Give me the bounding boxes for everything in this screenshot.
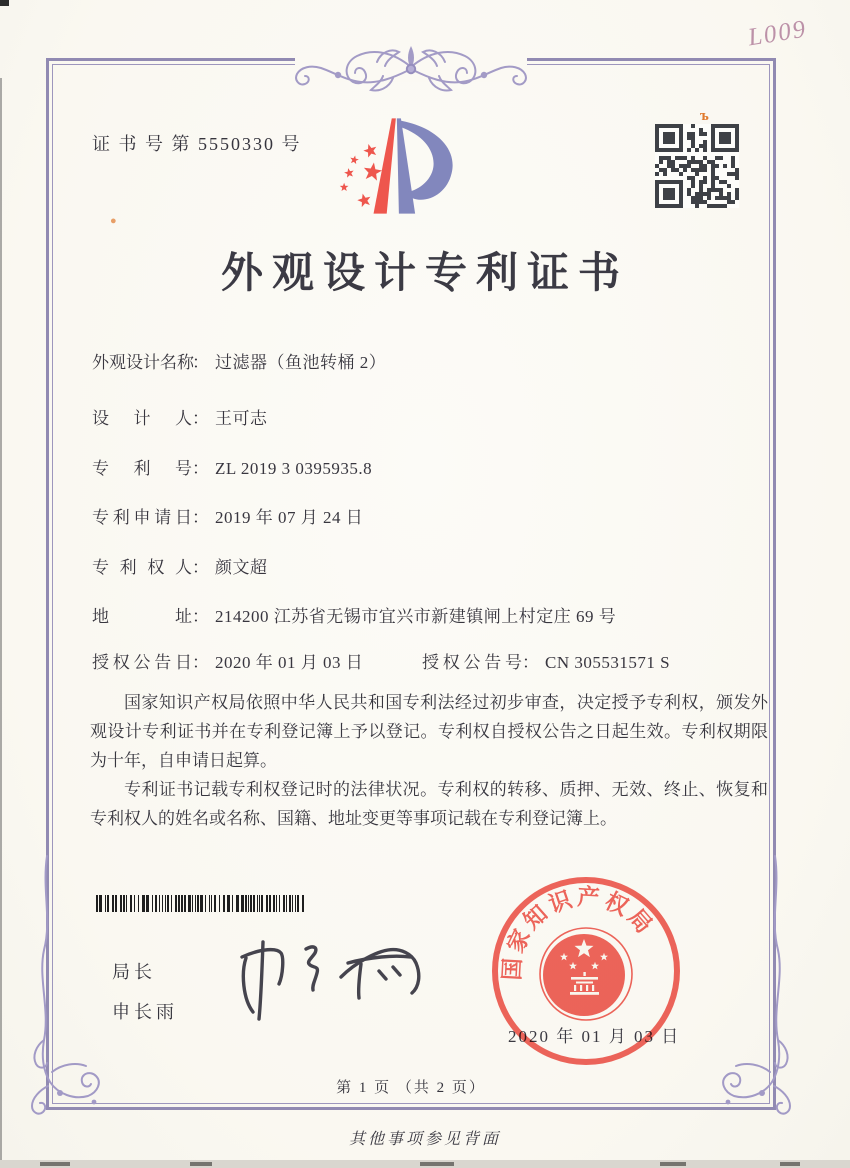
field-filing-date: 专利申请日： 2019 年 07 月 24 日 — [92, 508, 364, 527]
issuer-block — [112, 958, 178, 1038]
seal-ring-text: 国家知识产权局 — [499, 884, 660, 981]
footer-note: 其他事项参见背面 — [348, 1131, 501, 1148]
seal-date: 2020 年 01 月 03 日 — [508, 1027, 681, 1046]
legal-paragraph-2: 专利证书记载专利权登记时的法律状况。专利权的转移、质押、无效、终止、恢复和专利权人的姓名或名称、国籍、地址变更等事项记载在专利登记簿上。 — [90, 780, 768, 828]
legal-text — [90, 688, 768, 833]
scan-artifact — [0, 0, 9, 6]
field-grant-number: 授权公告号： CN 305531571 S — [422, 653, 671, 672]
field-grant-date: 授权公告日： 2020 年 01 月 03 日 授权公告号： CN 305531571 S — [92, 648, 363, 673]
field-designer: 设计人： 王可志 — [92, 409, 268, 428]
barcode-icon — [96, 895, 308, 912]
field-patentee: 专利权人： 颜文超 — [92, 558, 268, 577]
official-seal-icon — [486, 871, 686, 1071]
field-design-name: 外观设计名称： 过滤器（鱼池转桶 2） — [92, 353, 387, 372]
field-address: 地址： 214200 江苏省无锡市宜兴市新建镇闸上村定庄 69 号 — [92, 607, 617, 626]
certificate-number: 证 书 号 第 5550330 号 — [92, 134, 302, 154]
certificate-title: 外观设计专利证书 — [220, 251, 629, 297]
signature-icon — [228, 913, 446, 1045]
issuer-title: 局长 — [112, 962, 156, 982]
cnipa-logo-icon — [336, 114, 478, 218]
issuer-name: 申长雨 — [112, 1002, 178, 1022]
orange-ink-mark: ъ — [700, 108, 709, 124]
scan-artifact — [0, 1160, 850, 1168]
page-number: 第 1 页 （共 2 页） — [336, 1080, 486, 1096]
handwritten-note: L009 — [746, 15, 810, 52]
orange-ink-speck: ● — [110, 215, 117, 227]
qr-code-icon — [655, 124, 739, 208]
field-patent-number: 专利号： ZL 2019 3 0395935.8 — [92, 459, 373, 478]
legal-paragraph-1: 国家知识产权局依照中华人民共和国专利法经过初步审查，决定授予专利权，颁发外观设计专利证书并在专利登记簿上予以登记。专利权自授权公告之日起生效。专利权期限为十年，自申请日起算。 — [90, 693, 768, 770]
